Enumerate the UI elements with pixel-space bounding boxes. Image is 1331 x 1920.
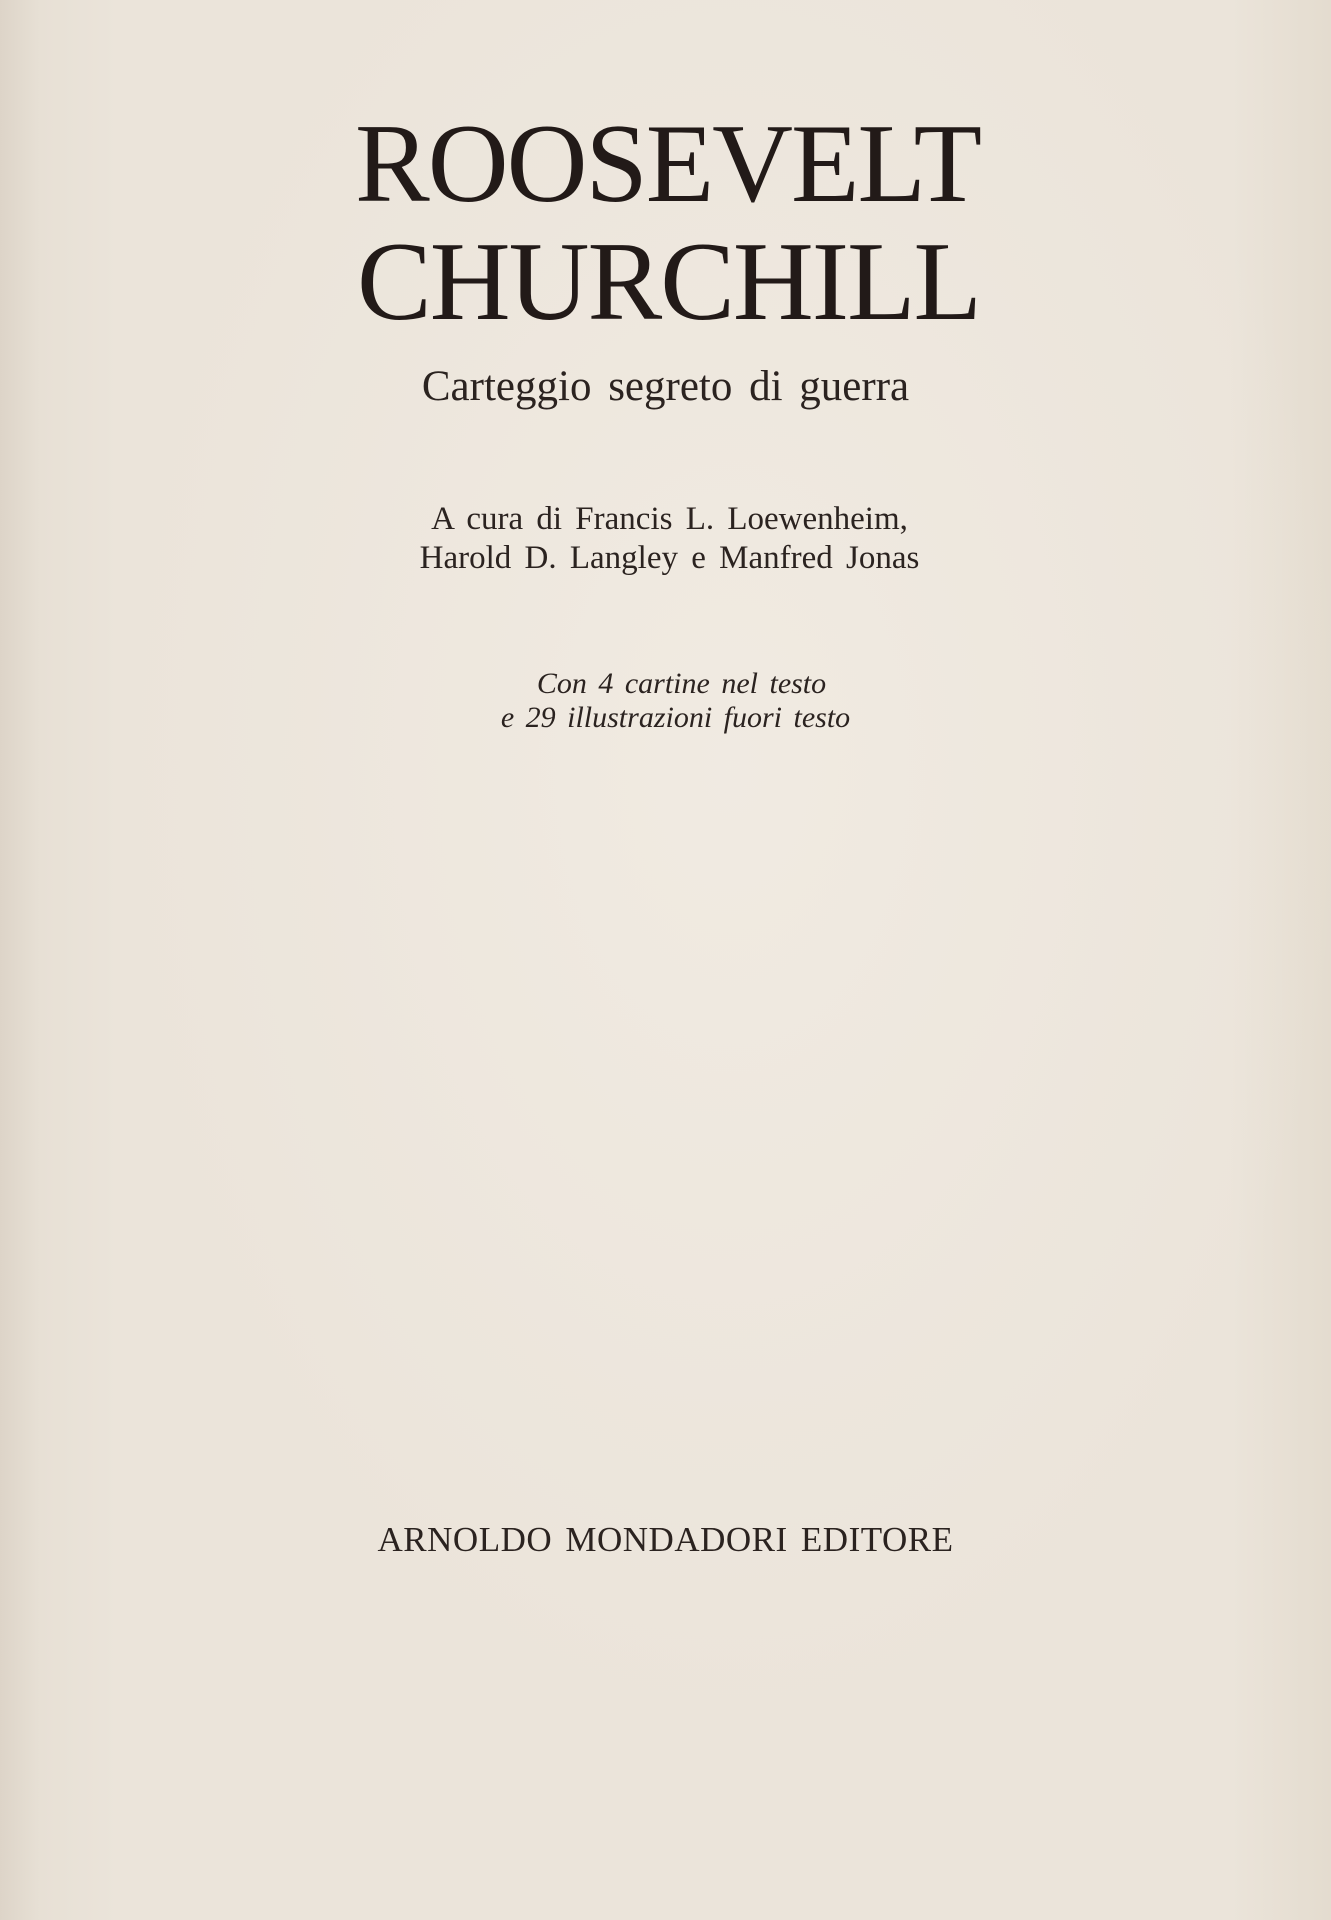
title-line-churchill: CHURCHILL [357, 220, 980, 344]
publisher-name: ARNOLDO MONDADORI EDITORE [377, 1520, 954, 1559]
illustrations-note-line-1: Con 4 cartine nel testo [536, 667, 827, 700]
editors-line-2: Harold D. Langley e Manfred Jonas [419, 540, 920, 576]
editors-line-1: A cura di Francis L. Loewenheim, [431, 501, 908, 537]
illustrations-note-line-2: e 29 illustrazioni fuori testo [500, 701, 851, 734]
title-line-roosevelt: ROOSEVELT [354, 102, 980, 226]
subtitle: Carteggio segreto di guerra [421, 363, 910, 410]
